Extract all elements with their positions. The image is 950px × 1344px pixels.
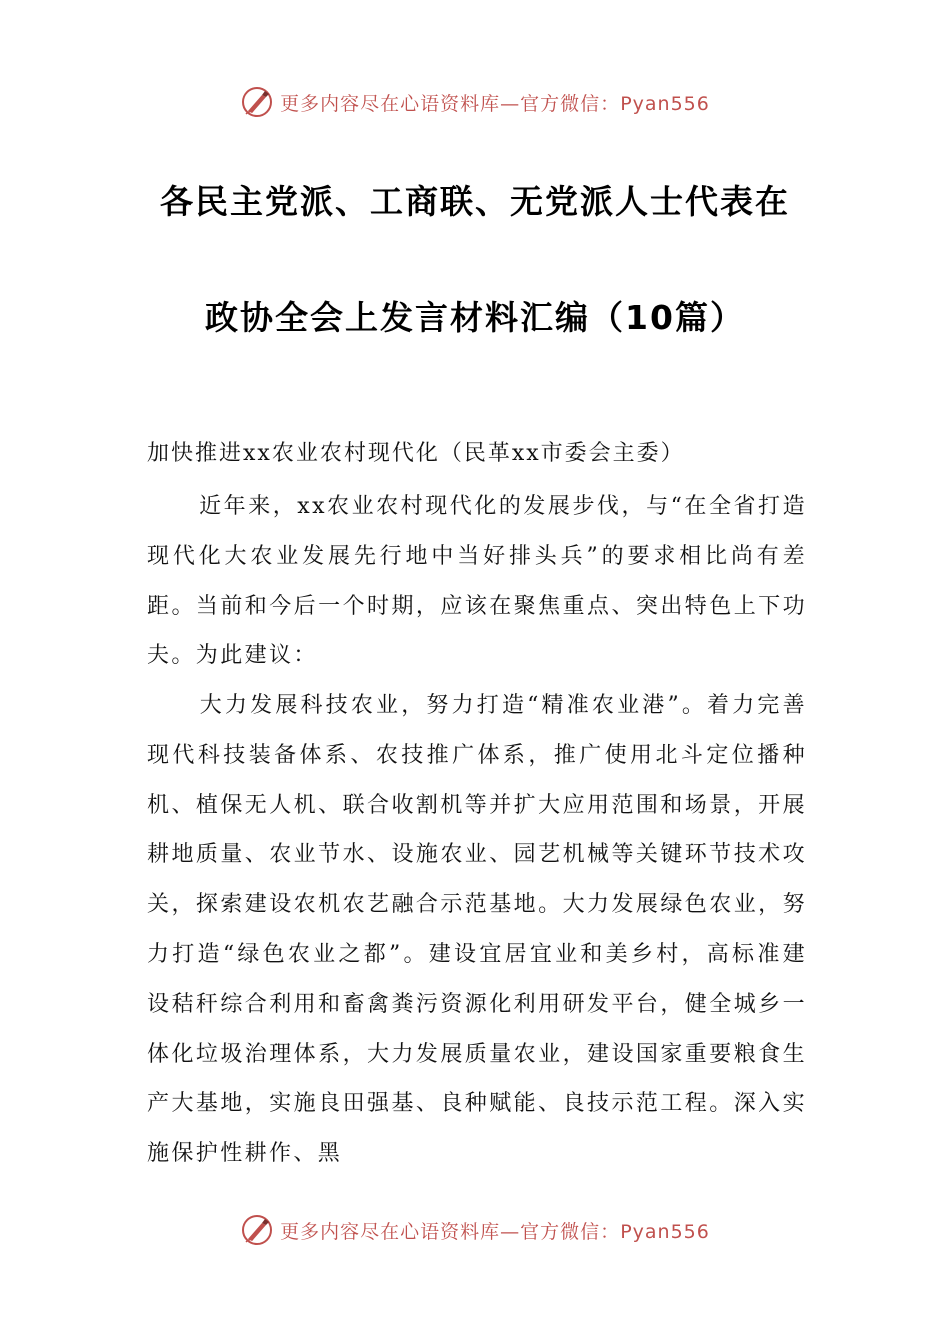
document-title-line-2: 政协全会上发言材料汇编（10篇） — [205, 298, 745, 337]
document-title-line-1: 各民主党派、工商联、无党派人士代表在 — [160, 182, 790, 221]
footer-watermark — [0, 1208, 950, 1252]
header-watermark — [0, 80, 950, 124]
body-paragraph-1: 近年来，xx农业农村现代化的发展步伐，与“在全省打造现代化大农业发展先行地中当好排头兵”的要求相比尚有差距。当前和今后一个时期，应该在聚焦重点、突出特色上下功夫。为此建议： — [147, 494, 807, 669]
body-paragraph-2: 大力发展科技农业，努力打造“精准农业港”。着力完善现代科技装备体系、农技推广体系，推广使用北斗定位播种机、植保无人机、联合收割机等并扩大应用范围和场景，开展耕地质量、农业节水、设施农业、园艺机械等关键环节技术攻关，探索建设农机农艺融合示范基地。大力发展绿色农业，努力打造“绿色农业之都”。建设宜居宜业和美乡村，高标准建设秸秆综合利用和畜禽粪污资源化利用研发平台，健全城乡一体化垃圾治理体系，大力发展质量农业，建设国家重要粮食生产大基地，实施良田强基、良种赋能、良技示范工程。深入实施保护性耕作、黑 — [147, 693, 807, 1167]
watermark-text: 更多内容尽在心语资料库—官方微信：Pyan556 — [280, 92, 710, 115]
pen-logo-icon — [240, 1213, 274, 1247]
watermark-text: 更多内容尽在心语资料库—官方微信：Pyan556 — [280, 1220, 710, 1243]
section-heading: 加快推进xx农业农村现代化（民革xx市委会主委） — [147, 441, 685, 466]
pen-logo-icon — [240, 85, 274, 119]
